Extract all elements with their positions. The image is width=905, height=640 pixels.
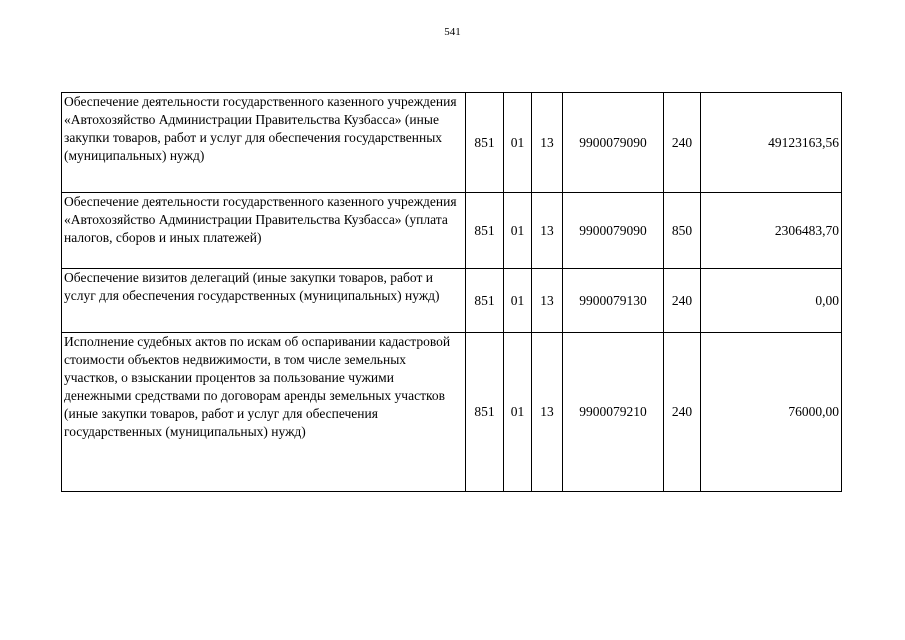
expense-type-code: 240 — [664, 93, 701, 193]
ministry-code: 851 — [466, 269, 504, 333]
ministry-code: 851 — [466, 93, 504, 193]
row-description: Обеспечение деятельности государственного казенного учреждения «Автохозяйство Администрации Правительства Кузбасса» (иные закупки товаров, работ и услуг для обеспечения государственных (муниципальных) нужд) — [62, 93, 466, 193]
target-article-code: 9900079090 — [563, 193, 664, 269]
amount: 49123163,56 — [701, 93, 842, 193]
row-description: Обеспечение визитов делегаций (иные закупки товаров, работ и услуг для обеспечения государственных (муниципальных) нужд) — [62, 269, 466, 333]
section-code: 01 — [504, 193, 532, 269]
section-code: 01 — [504, 269, 532, 333]
budget-table — [61, 92, 842, 492]
page-number: 541 — [444, 26, 461, 38]
table-row — [62, 269, 842, 333]
subsection-code: 13 — [532, 193, 563, 269]
table-row — [62, 333, 842, 492]
ministry-code: 851 — [466, 333, 504, 492]
row-description: Исполнение судебных актов по искам об оспаривании кадастровой стоимости объектов недвижимости, в том числе земельных участков, о взыскании процентов за пользование чужими денежными средствами по договорам аренды земельных участков (иные закупки товаров, работ и услуг для обеспечения государственных (муниципальных) нужд) — [62, 333, 466, 492]
row-description: Обеспечение деятельности государственного казенного учреждения «Автохозяйство Администрации Правительства Кузбасса» (уплата налогов, сборов и иных платежей) — [62, 193, 466, 269]
amount: 76000,00 — [701, 333, 842, 492]
target-article-code: 9900079210 — [563, 333, 664, 492]
subsection-code: 13 — [532, 269, 563, 333]
section-code: 01 — [504, 93, 532, 193]
amount: 0,00 — [701, 269, 842, 333]
expense-type-code: 850 — [664, 193, 701, 269]
ministry-code: 851 — [466, 193, 504, 269]
section-code: 01 — [504, 333, 532, 492]
amount: 2306483,70 — [701, 193, 842, 269]
table-row — [62, 93, 842, 193]
subsection-code: 13 — [532, 333, 563, 492]
subsection-code: 13 — [532, 93, 563, 193]
target-article-code: 9900079130 — [563, 269, 664, 333]
expense-type-code: 240 — [664, 269, 701, 333]
expense-type-code: 240 — [664, 333, 701, 492]
table-row — [62, 193, 842, 269]
target-article-code: 9900079090 — [563, 93, 664, 193]
